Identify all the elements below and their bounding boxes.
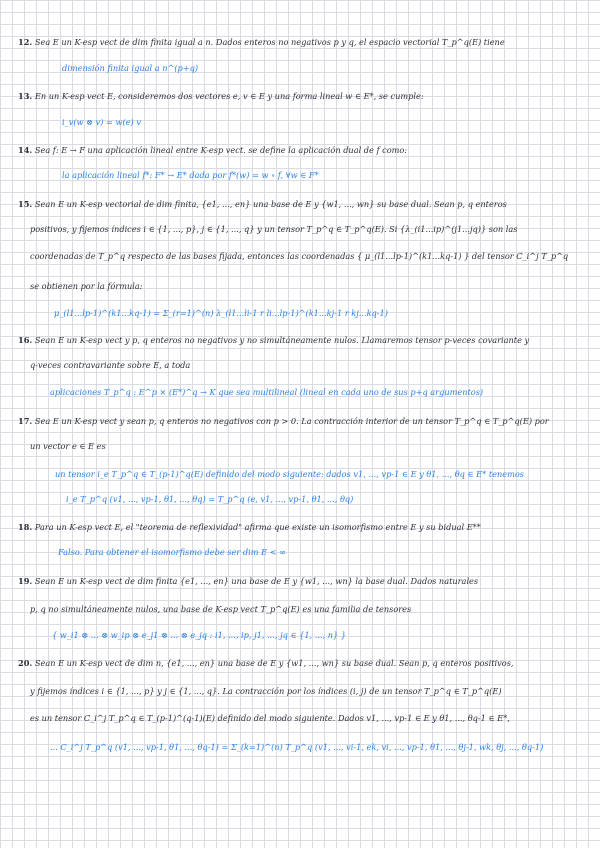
item-number: 14. <box>18 145 33 155</box>
item-number: 12. <box>18 37 33 47</box>
item-15-line-3: coordenadas de T_p^q respecto de las bases fijada, entonces las coordenadas { μ_(l1...lp-1)^(k1...kq-1) } del tensor C_i^j T_p^q <box>30 251 569 261</box>
item-15-line-2: positivos, y fijemos índices i ∈ {1, ..., p}, j ∈ {1, ..., q} y un tensor T_p^q ∈ T_p^q(E). Si {λ_(i1...ip)^(j1...jq)} son las <box>30 224 518 234</box>
item-text: Sea E un K-esp vect de dim finita igual a n. Dados enteros no negativos p y q, el espacio vectorial T_p^q(E) tiene <box>34 37 505 47</box>
item-text: En un K-esp vect E, consideremos dos vectores e, v ∈ E y una forma lineal w ∈ E*, se cumple: <box>34 91 424 101</box>
item-15-line-4: se obtienen por la fórmula: <box>30 281 143 291</box>
item-number: 20. <box>18 658 33 668</box>
item-17-answer-2: i_e T_p^q (v1, ..., vp-1, θ1, ..., θq) = T_p^q (e, v1, ..., vp-1, θ1, ..., θq) <box>66 494 354 504</box>
item-18-answer-1: Falso. Para obtener el isomorfismo debe ser dim E < ∞ <box>58 547 286 557</box>
item-text: Sean E un K-esp vect y p, q enteros no negativos y no simultáneamente nulos. Llamaremos tensor p-veces covariante y <box>34 335 530 345</box>
item-12-line-1 <box>18 37 505 47</box>
item-number: 18. <box>18 522 33 532</box>
item-19-answer-1: { w_i1 ⊗ ... ⊗ w_ip ⊗ e_j1 ⊗ ... ⊗ e_jq : i1, ..., ip, j1, ..., jq ∈ {1, ..., n} } <box>52 630 347 640</box>
item-15-line-1 <box>18 199 507 209</box>
item-17-answer-1: un tensor i_e T_p^q ∈ T_(p-1)^q(E) definido del modo siguiente: dados v1, ..., vp-1 ∈ E y θ1, ..., θq ∈ E* tenemos <box>55 469 524 479</box>
item-17-line-2: un vector e ∈ E es <box>30 441 106 451</box>
item-20-line-1 <box>18 658 514 668</box>
item-text: Sean E un K-esp vectorial de dim finita, {e1, ..., en} una base de E y {w1, ..., wn} su base dual. Sean p, q enteros <box>34 199 507 209</box>
item-20-line-2: y fijemos índices i ∈ {1, ..., p} y j ∈ {1, ..., q}. La contracción por los índices (i, j) de un tensor T_p^q ∈ T_p^q(E) <box>30 686 502 696</box>
item-20-line-3: es un tensor C_i^j T_p^q ∈ T_(p-1)^(q-1)(E) definido del modo siguiente. Dados v1, ..., vp-1 ∈ E y θ1, ..., θq-1 ∈ E*, <box>30 713 510 723</box>
item-20-answer-1: ... C_i^j T_p^q (v1, ..., vp-1, θ1, ..., θq-1) = Σ_(k=1)^(n) T_p^q (v1, ..., vi-1, ek, vi, ..., vp-1, θ1, ..., θj-1, wk, θj, ..., θq-1) <box>50 742 544 752</box>
item-14-line-1 <box>18 145 407 155</box>
item-16-answer-1: aplicaciones T_p^q : E^p × (E*)^q → K que sea multilineal (lineal en cada uno de sus p+q argumentos) <box>50 387 484 397</box>
item-text: Sean E un K-esp vect de dim finita {e1, ..., en} una base de E y {w1, ..., wn} la base dual. Dados naturales <box>34 576 479 586</box>
item-18-line-1 <box>18 522 481 532</box>
item-number: 17. <box>18 416 33 426</box>
item-13-answer-1: i_v(w ⊗ v) = w(e) v <box>62 117 141 127</box>
item-15-answer-1: μ_(l1...lp-1)^(k1...kq-1) = Σ_(r=1)^(n) λ_(l1...li-1 r li...lp-1)^(k1...kj-1 r kj...kq-1) <box>54 308 388 318</box>
item-19-line-1 <box>18 576 478 586</box>
item-number: 13. <box>18 91 33 101</box>
item-17-line-1 <box>18 416 549 426</box>
item-number: 19. <box>18 576 33 586</box>
item-text: Sea f: E → F una aplicación lineal entre K-esp vect. se define la aplicación dual de f como: <box>34 145 408 155</box>
item-13-line-1 <box>18 91 424 101</box>
item-19-line-2: p, q no simultáneamente nulos, una base de K-esp vect T_p^q(E) es una familia de tensores <box>30 604 412 614</box>
item-number: 16. <box>18 335 33 345</box>
item-number: 15. <box>18 199 33 209</box>
item-14-answer-1: la aplicación lineal f*: F* → E* dada por f*(w) = w ∘ f, ∀w ∈ F* <box>62 170 319 180</box>
item-text: Sean E un K-esp vect de dim n, {e1, ..., en} una base de E y {w1, ..., wn} su base dual. Sean p, q enteros positivos, <box>34 658 514 668</box>
item-16-line-2: q-veces contravariante sobre E, a toda <box>30 360 191 370</box>
item-text: Sea E un K-esp vect y sean p, q enteros no negativos con p > 0. La contracción interior de un tensor T_p^q ∈ T_p^q(E) por <box>34 416 549 426</box>
item-text: Para un K-esp vect E, el "teorema de reflexividad" afirma que existe un isomorfismo entre E y su bidual E** <box>34 522 481 532</box>
item-16-line-1 <box>18 335 529 345</box>
item-12-answer-1: dimensión finita igual a n^(p+q) <box>62 63 199 73</box>
